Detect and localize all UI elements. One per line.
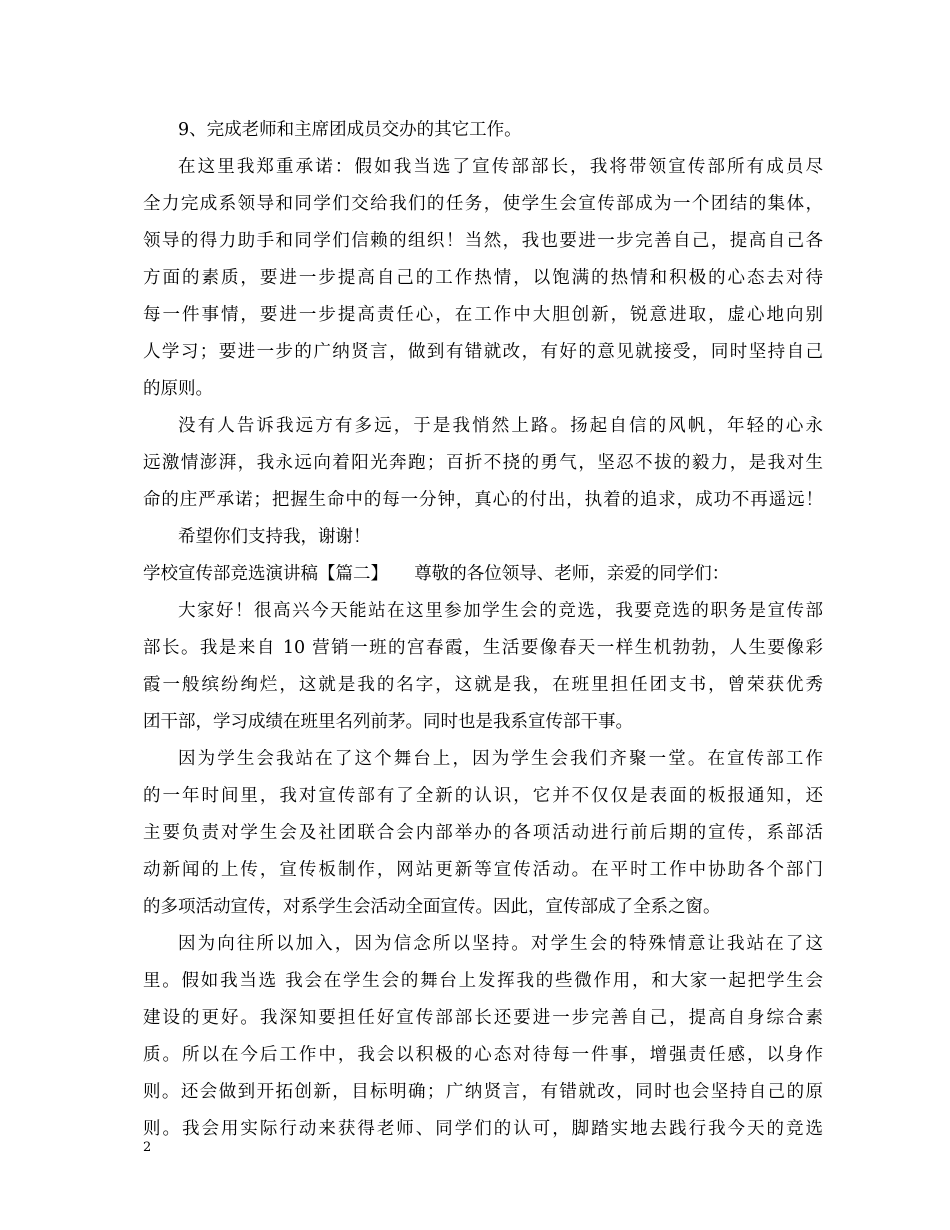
section-heading: 学校宣传部竞选演讲稿【篇二】 尊敬的各位领导、老师，亲爱的同学们： — [143, 564, 730, 584]
paragraph-line: 主要负责对学生会及社团联合会内部举办的各项活动进行前后期的宣传，系部活 — [143, 823, 823, 843]
paragraph-line: 9、完成老师和主席团成员交办的其它工作。 — [178, 120, 522, 140]
paragraph-line: 的多项活动宣传，对系学生会活动全面宣传。因此，宣传部成了全系之窗。 — [143, 897, 721, 917]
paragraph-line: 命的庄严承诺；把握生命中的每一分钟，真心的付出，执着的追求，成功不再遥远！ — [143, 490, 823, 510]
paragraph-line: 没有人告诉我远方有多远，于是我悄然上路。扬起自信的风帆，年轻的心永 — [178, 416, 823, 436]
paragraph-line: 因为学生会我站在了这个舞台上，因为学生会我们齐聚一堂。在宣传部工作 — [178, 749, 823, 769]
paragraph-line: 的原则。 — [143, 379, 213, 399]
paragraph-line: 人学习；要进一步的广纳贤言，做到有错就改，有好的意见就接受，同时坚持自己 — [143, 342, 823, 362]
paragraph-line: 全力完成系领导和同学们交给我们的任务，使学生会宣传部成为一个团结的集体， — [143, 194, 823, 214]
paragraph-line: 希望你们支持我，谢谢！ — [178, 527, 371, 547]
paragraph-line: 里。假如我当选 我会在学生会的舞台上发挥我的些微作用，和大家一起把学生会 — [143, 971, 823, 991]
page-number: 2 — [143, 1140, 152, 1155]
paragraph-line: 每一件事情，要进一步提高责任心，在工作中大胆创新，锐意进取，虚心地向别 — [143, 305, 823, 325]
paragraph-line: 方面的素质，要进一步提高自己的工作热情，以饱满的热情和积极的心态去对待 — [143, 268, 823, 288]
paragraph-line: 大家好！很高兴今天能站在这里参加学生会的竞选，我要竞选的职务是宣传部 — [178, 601, 823, 621]
paragraph-line: 在这里我郑重承诺：假如我当选了宣传部部长，我将带领宣传部所有成员尽 — [178, 157, 823, 177]
paragraph-line: 部长。我是来自 10 营销一班的宫春霞，生活要像春天一样生机勃勃，人生要像彩 — [143, 638, 823, 658]
paragraph-line: 因为向往所以加入，因为信念所以坚持。对学生会的特殊情意让我站在了这 — [178, 934, 823, 954]
paragraph-line: 则。我会用实际行动来获得老师、同学们的认可，脚踏实地去践行我今天的竞选 — [143, 1119, 823, 1139]
paragraph-line: 远激情澎湃，我永远向着阳光奔跑；百折不挠的勇气，坚忍不拔的毅力，是我对生 — [143, 453, 823, 473]
document-body — [143, 112, 823, 1148]
paragraph-line: 团干部，学习成绩在班里名列前茅。同时也是我系宣传部干事。 — [143, 712, 633, 732]
paragraph-line: 质。所以在今后工作中，我会以积极的心态对待每一件事，增强责任感，以身作 — [143, 1045, 823, 1065]
paragraph-line: 霞一般缤纷绚烂，这就是我的名字，这就是我，在班里担任团支书，曾荣获优秀 — [143, 675, 823, 695]
paragraph-line: 领导的得力助手和同学们信赖的组织！当然，我也要进一步完善自己，提高自己各 — [143, 231, 823, 251]
paragraph-line: 则。还会做到开拓创新，目标明确；广纳贤言，有错就改，同时也会坚持自己的原 — [143, 1082, 823, 1102]
paragraph-line: 动新闻的上传，宣传板制作，网站更新等宣传活动。在平时工作中协助各个部门 — [143, 860, 823, 880]
paragraph-line: 建设的更好。我深知要担任好宣传部部长还要进一步完善自己，提高自身综合素 — [143, 1008, 823, 1028]
paragraph-line: 的一年时间里，我对宣传部有了全新的认识，它并不仅仅是表面的板报通知，还 — [143, 786, 823, 806]
